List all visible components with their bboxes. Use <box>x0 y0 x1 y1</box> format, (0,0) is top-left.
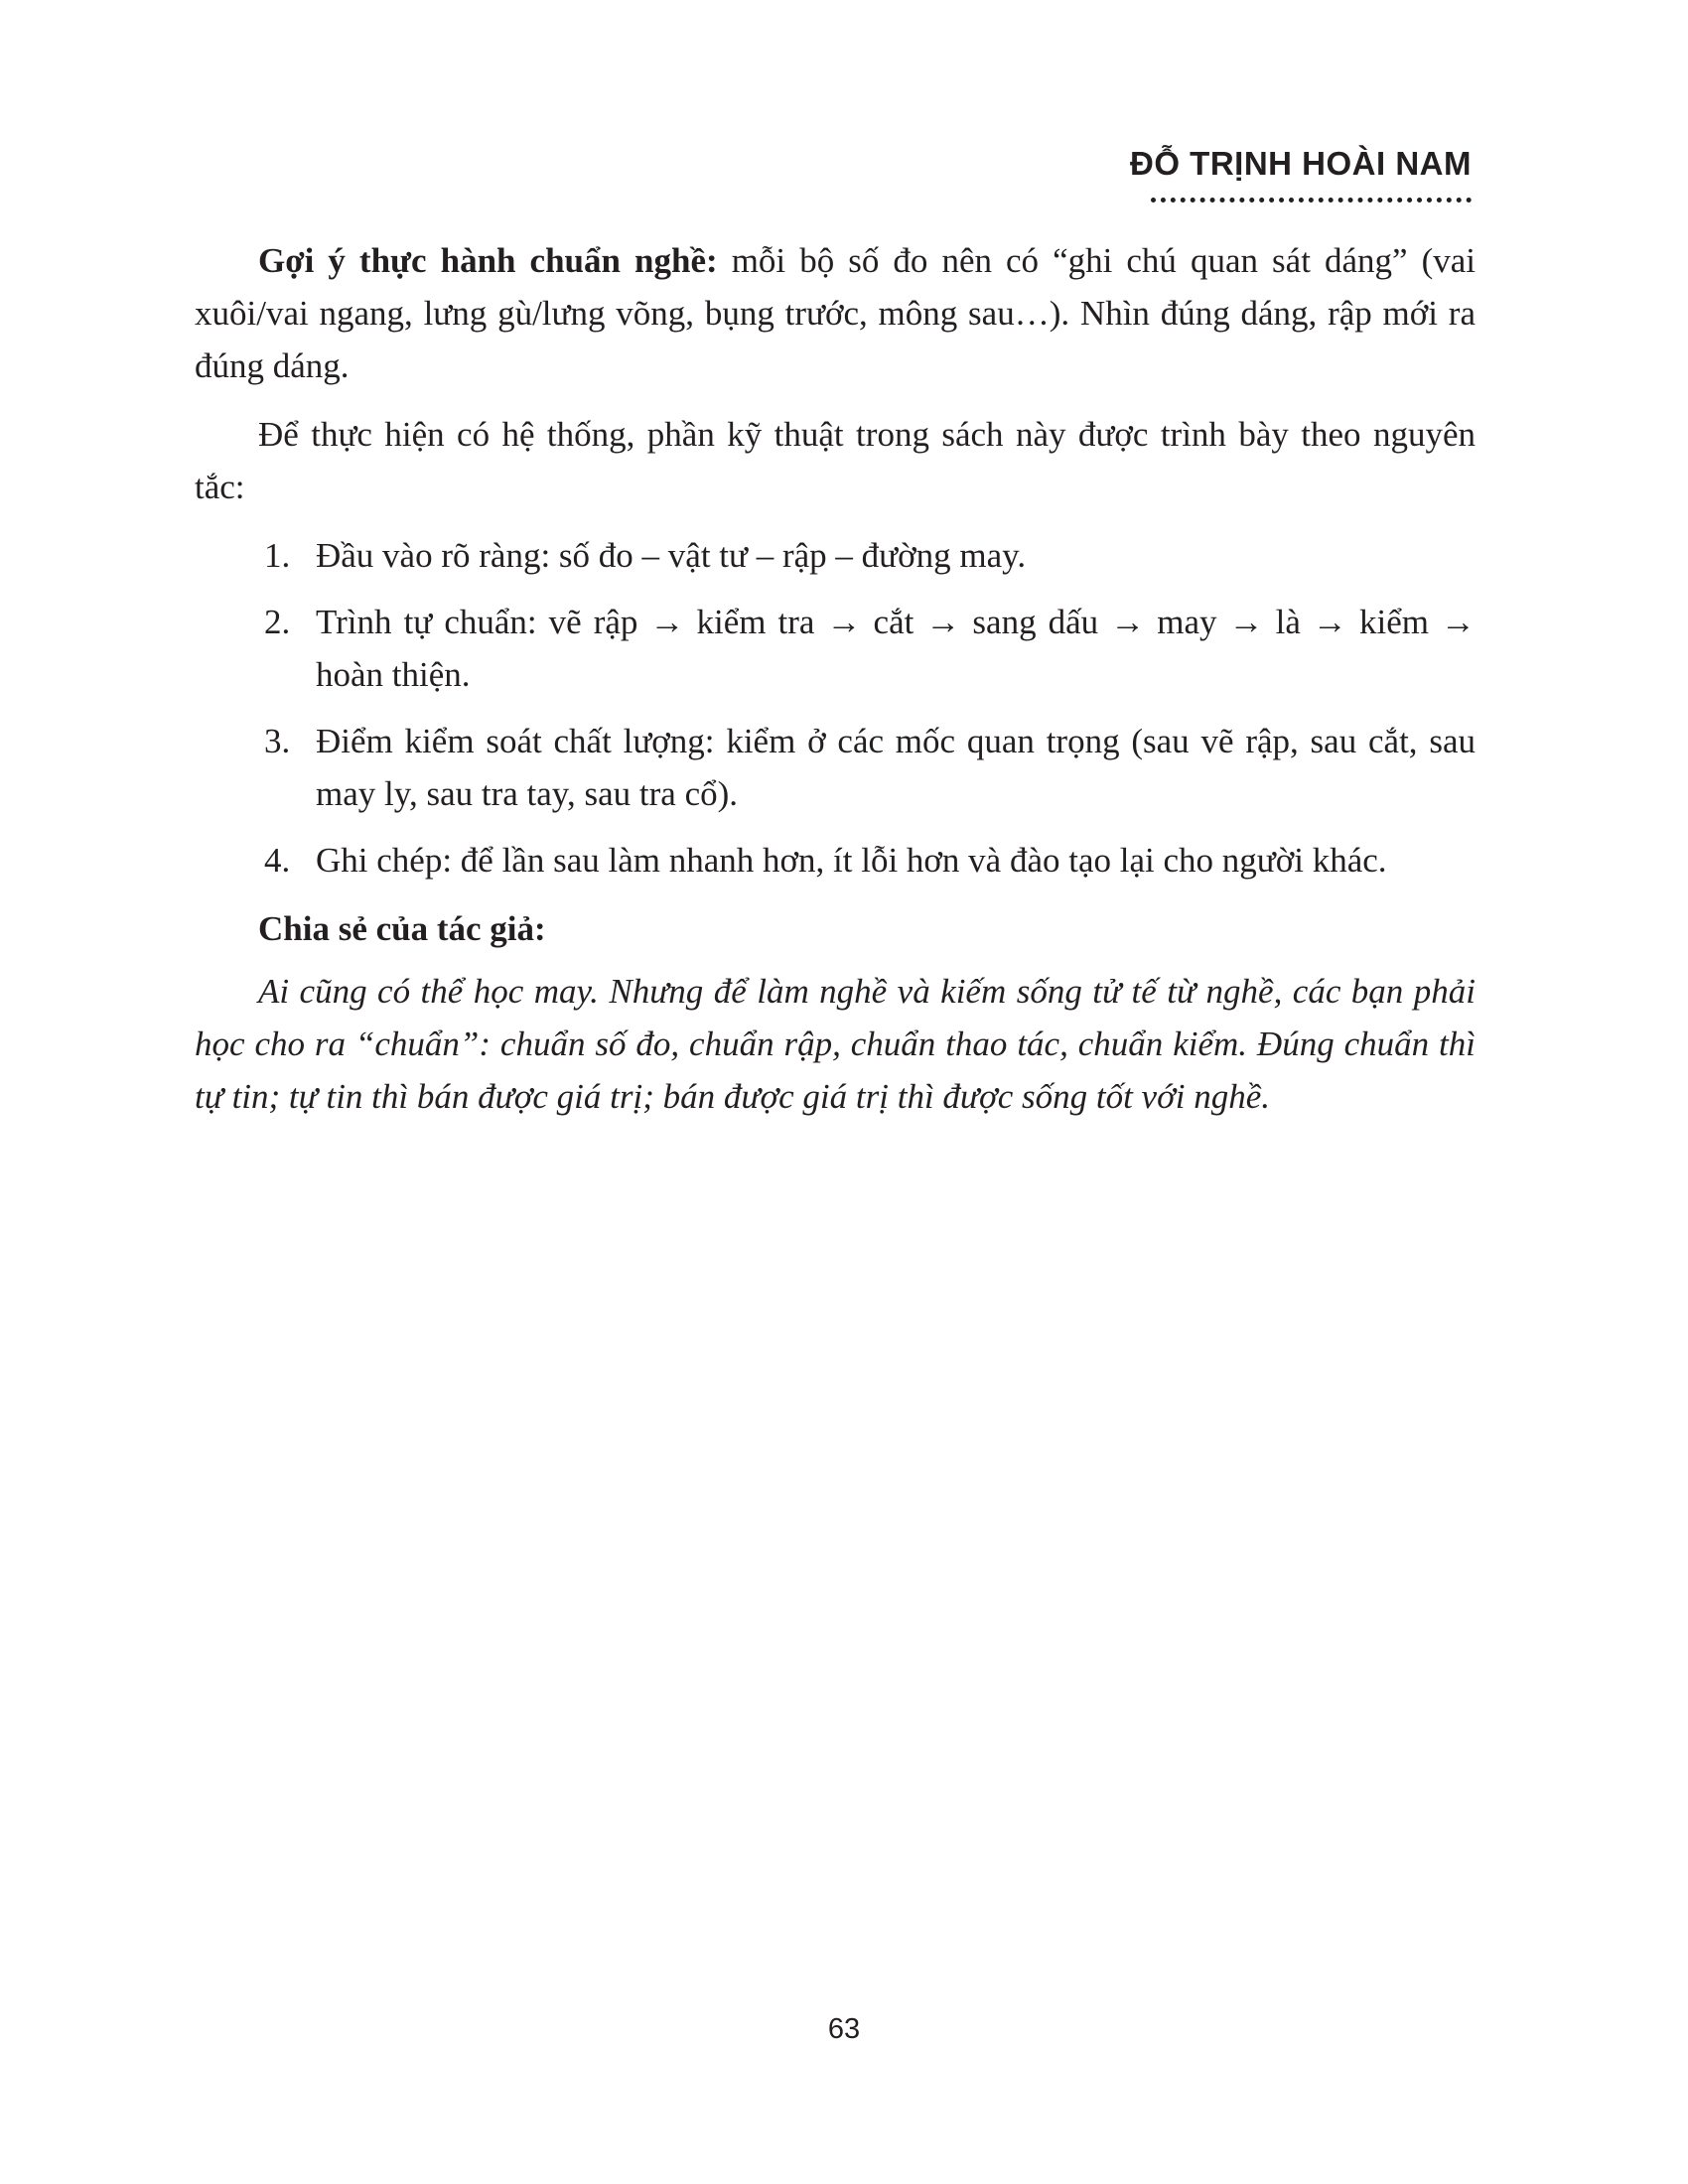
intro-paragraph: Để thực hiện có hệ thống, phần kỹ thuật trong sách này được trình bày theo nguyên tắc: <box>195 415 1476 506</box>
author-share-quote: Ai cũng có thể học may. Nhưng để làm nghề và kiếm sống tử tế từ nghề, các bạn phải học cho ra “chuẩn”: chuẩn số đo, chuẩn rập, chuẩn thao tác, chuẩn kiểm. Đúng chuẩn thì tự tin; tự tin thì bán được giá trị; bán được giá trị thì được sống tốt với nghề. <box>195 972 1476 1116</box>
tip-paragraph <box>195 234 1476 392</box>
list-item <box>195 529 1476 582</box>
list-item <box>195 715 1476 820</box>
page-number: 63 <box>827 2013 861 2045</box>
list-item-text: Điểm kiểm soát chất lượng: kiểm ở các mốc quan trọng (sau vẽ rập, sau cắt, sau may ly, sau tra tay, sau tra cổ). <box>316 722 1476 813</box>
list-item <box>195 596 1476 701</box>
author-name: ĐỖ TRỊNH HOÀI NAM <box>1130 145 1472 182</box>
principle-list <box>195 529 1476 887</box>
list-item-text: Đầu vào rõ ràng: số đo – vật tư – rập – đường may. <box>316 536 1027 575</box>
list-item-text: Ghi chép: để lần sau làm nhanh hơn, ít lỗi hơn và đào tạo lại cho người khác. <box>316 841 1387 880</box>
list-item-number: 1. <box>264 536 291 575</box>
author-share-heading: Chia sẻ của tác giả: <box>258 909 546 948</box>
list-item <box>195 834 1476 887</box>
list-item-number: 3. <box>264 722 291 760</box>
list-item-number: 4. <box>264 841 291 880</box>
tip-label: Gợi ý thực hành chuẩn nghề: <box>258 241 718 280</box>
tip-text: mỗi bộ số đo nên có “ghi chú quan sát dáng” (vai xuôi/vai ngang, lưng gù/lưng võng, bụng trước, mông sau…). Nhìn đúng dáng, rập mới ra đúng dáng. <box>195 241 1476 385</box>
page-content <box>195 234 1476 1123</box>
list-item-text: Trình tự chuẩn: vẽ rập → kiểm tra → cắt → sang dấu → may → là → kiểm → hoàn thiện. <box>316 603 1476 694</box>
header-dotted-rule <box>1151 198 1472 203</box>
list-item-number: 2. <box>264 603 291 641</box>
running-header <box>1130 147 1472 203</box>
